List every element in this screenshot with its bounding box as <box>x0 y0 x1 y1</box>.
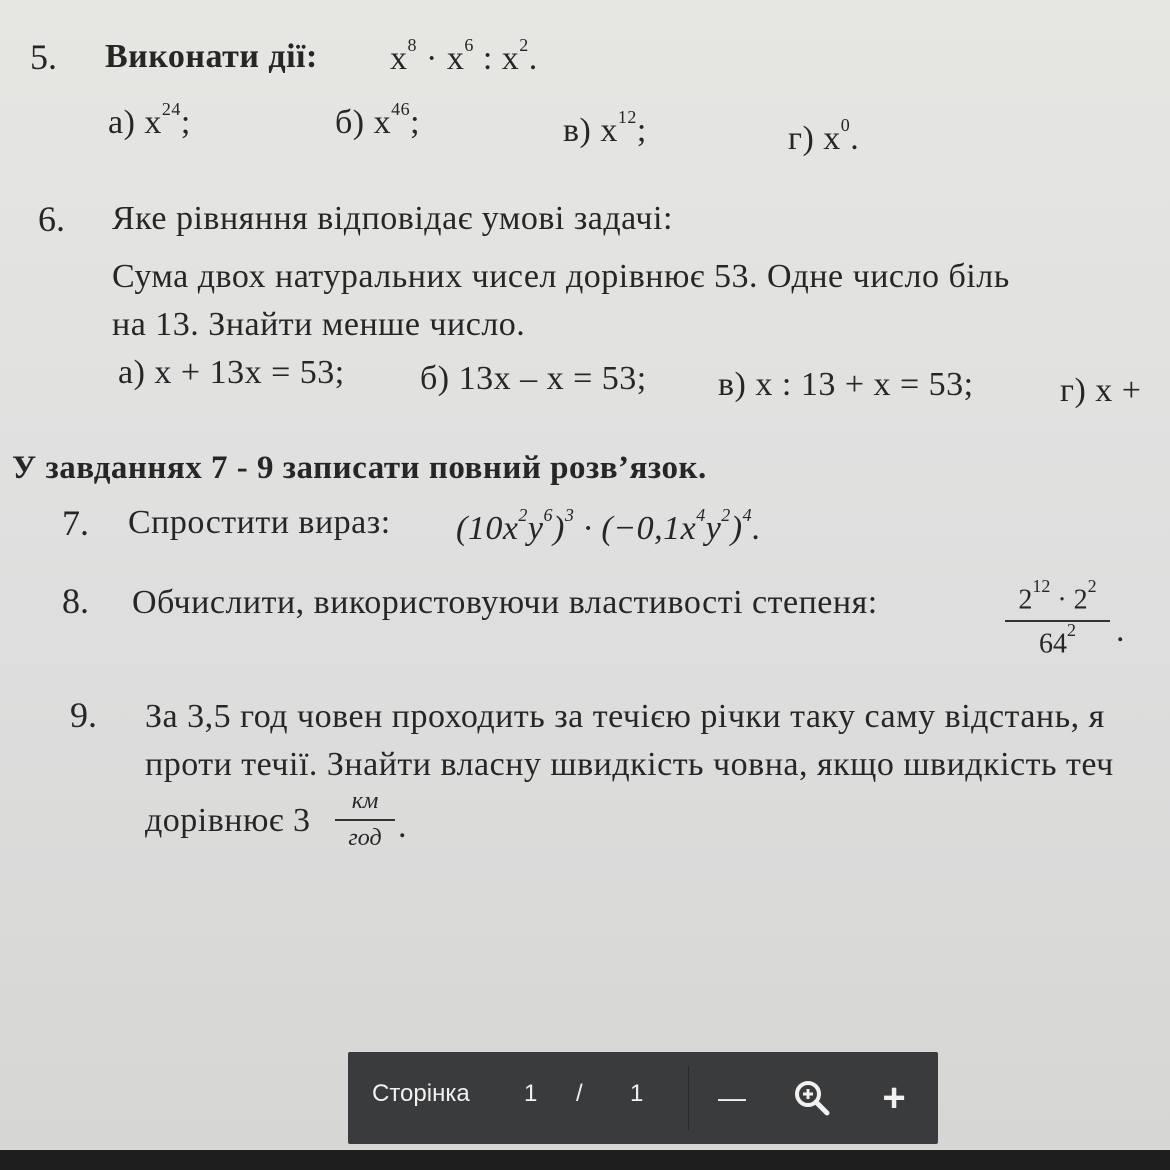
toolbar-divider <box>688 1066 689 1130</box>
unit-numerator: км <box>351 788 379 814</box>
q8-title: Обчислити, використовуючи властивості степеня: <box>132 584 878 621</box>
q9-text-line2: проти течії. Знайти власну швидкість човна, якщо швидкість теч <box>145 746 1114 783</box>
q8-denominator: $64^2$ <box>1039 620 1076 660</box>
viewer-toolbar <box>348 1052 938 1144</box>
total-pages: 1 <box>630 1080 644 1107</box>
q8-number: 8. <box>62 581 89 621</box>
q8-end: . <box>1116 612 1125 649</box>
q6-option-d: г) x + <box>1060 372 1142 409</box>
q5-option-c: в) $x^{12}$; <box>563 106 647 149</box>
q6-option-a: а) x + 13x = 53; <box>118 354 345 391</box>
zoom-in-button[interactable]: + <box>882 1075 906 1120</box>
q9-speed-unit <box>335 788 395 852</box>
q9-text-line3: дорівнює 3 <box>145 802 311 839</box>
q5-expression: $x^8 \cdot x^6$ : $x^2$. <box>390 34 538 77</box>
fraction-bar <box>1005 620 1110 622</box>
q6-text-line1: Сума двох натуральних чисел дорівнює 53. Одне число біль <box>112 258 1010 295</box>
q7-title: Спростити вираз: <box>128 504 391 541</box>
unit-denominator: год <box>348 825 382 851</box>
q9-text-line1: За 3,5 год човен проходить за течією річки таку саму відстань, я <box>145 698 1105 735</box>
current-page-indicator[interactable]: 1 <box>524 1080 538 1107</box>
zoom-reset-button[interactable] <box>782 1068 842 1128</box>
screen-bezel <box>0 1150 1170 1170</box>
q7-expression: $(10x^2y^6)^3 \cdot (-0,1x^4y^2)^4$. <box>456 504 762 547</box>
q5-option-a: а) $x^{24}$; <box>108 98 191 141</box>
q5-option-d: г) $x^0$. <box>788 114 860 157</box>
q5-option-b: б) $x^{46}$; <box>335 98 421 141</box>
fraction-bar <box>335 819 395 821</box>
q6-option-c: в) x : 13 + x = 53; <box>718 366 974 403</box>
page-label: Сторінка <box>372 1080 470 1107</box>
q8-numerator: $2^{12} \cdot 2^2$ <box>1018 576 1097 616</box>
q8-fraction <box>1005 576 1110 661</box>
page-separator: / <box>576 1080 583 1107</box>
q9-number: 9. <box>70 695 97 735</box>
section-heading: У завданнях 7 - 9 записати повний розв’язок. <box>12 450 707 486</box>
q6-option-b: б) 13x – x = 53; <box>420 360 647 397</box>
q7-number: 7. <box>62 503 89 543</box>
q6-number: 6. <box>38 199 65 239</box>
magnifier-icon <box>792 1078 832 1118</box>
q6-text-line2: на 13. Знайти менше число. <box>112 306 526 343</box>
q5-number: 5. <box>30 37 57 77</box>
q9-end: . <box>398 808 407 845</box>
zoom-out-button[interactable]: — <box>718 1082 746 1113</box>
q5-title: Виконати дії: <box>105 38 318 75</box>
q6-title: Яке рівняння відповідає умові задачі: <box>112 200 673 237</box>
